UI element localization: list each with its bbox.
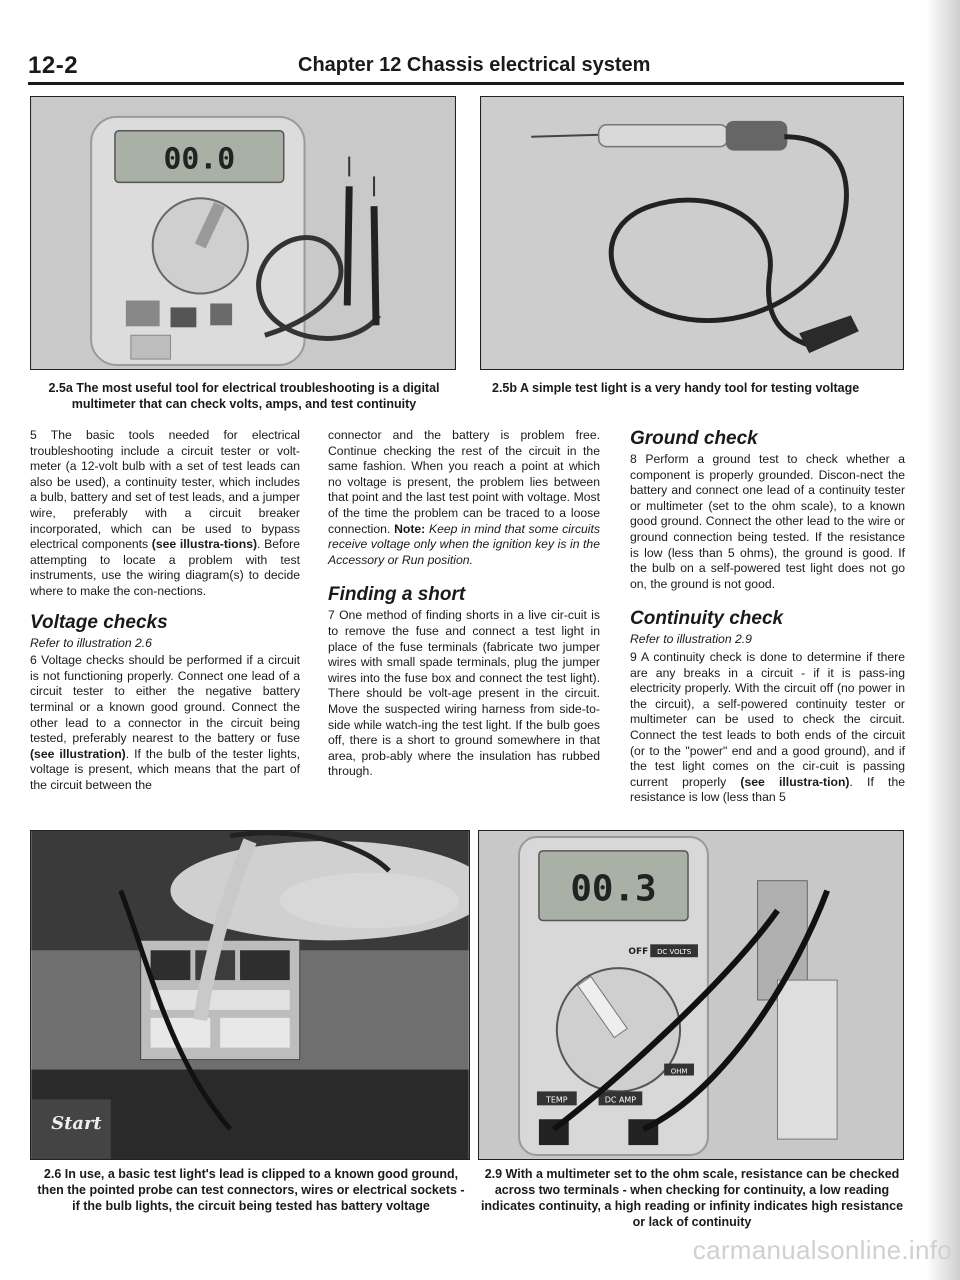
- page-number: 12-2: [28, 52, 79, 79]
- multimeter-ohm-display-reading: 00.3: [570, 868, 657, 910]
- paragraph-8: 8 Perform a ground test to check whether a component is properly grounded. Discon-nect the battery and connect one lead of a continuity tester or multimeter (set to the ohm scale), to a known good ground. Connect the other lead to the wire or ground connection being tested. If the resistance is low (less than 5 ohms), the ground is good. If the bulb on a self-powered test light does not go on, the ground is not good.: [630, 452, 905, 591]
- heading-ground-check: Ground check: [630, 428, 758, 449]
- watermark-text: carmanualsonline.info: [692, 1235, 952, 1265]
- multimeter-display-reading: 00.0: [163, 141, 236, 177]
- figure-2-5a-photo: [30, 96, 456, 370]
- figure-2-9-caption: 2.9 With a multimeter set to the ohm scale, resistance can be checked across two terminals - when checking for continuity, a low reading indicates continuity, a high reading or infinity indicates high resistance or lack of continuity: [480, 1167, 904, 1229]
- test-light-illustration: [481, 97, 903, 369]
- paragraph-7: 7 One method of finding shorts in a live cir-cuit is to remove the fuse and connect a test light in place of the fuse terminals (fabricate two jumper wires with small spade terminals, plug the jumper wires into the fuse box and connect the test light). There should be volt-age present in the circuit. Move the suspected wiring harness from side-to-side while watch-ing the test light. If the bulb goes off, there is a short to ground somewhere in that area, prob-ably where the insulation has rubbed through.: [328, 608, 600, 779]
- voltage-reference: Refer to illustration 2.6: [30, 635, 152, 650]
- multimeter-illustration: [31, 97, 455, 369]
- dial-temp-label: TEMP: [546, 1095, 568, 1105]
- page-edge-shadow: [926, 0, 960, 1280]
- figure-2-5b-photo: [480, 96, 904, 370]
- figure-2-5a-caption: 2.5a The most useful tool for electrical troubleshooting is a digital multimeter that can check volts, amps, and test continuity: [48, 381, 440, 411]
- figure-2-5b-caption: 2.5b A simple test light is a very handy tool for testing voltage: [492, 381, 860, 395]
- chapter-title: Chapter 12 Chassis electrical system: [298, 54, 651, 76]
- heading-continuity-check: Continuity check: [630, 608, 784, 630]
- paragraph-9: 9 A continuity check is done to determine if there are any breaks in a circuit - if it is pass-ing electricity properly. With the circuit off (no power in the circuit), a self-powered continuity tester or multimeter can be used to check the circuit. Connect the test leads to both ends of the circuit (or to the "power" end and a good ground), and if the test light comes on the cir-cuit is passing current properly (see illustra-tion). If the resistance is low (less than 5: [630, 649, 905, 805]
- dial-ohm-label: OHM: [670, 1067, 688, 1076]
- engine-bay-illustration: [31, 831, 469, 1159]
- heading-finding-a-short: Finding a short: [328, 584, 466, 606]
- figure-2-6-photo: [30, 830, 470, 1160]
- text-column-2: [328, 428, 600, 780]
- text-column-3: [630, 428, 905, 806]
- dial-dc-amp-label: DC AMP: [604, 1095, 637, 1105]
- dial-dc-volts-label: DC VOLTS: [657, 948, 692, 957]
- paragraph-5: 5 The basic tools needed for electrical troubleshooting include a circuit tester or volt-meter (a 12-volt bulb with a set of test leads can also be used), a continuity tester, which includes a bulb, battery and set of test leads, and a jumper wire, preferably with a circuit breaker incorporated, which can be used to bypass electrical components (see illustra-tions). Before attempting to locate a problem with test instruments, use the wiring diagram(s) to decide where to make the con-nections.: [30, 428, 300, 598]
- paragraph-6-continued: connector and the battery is problem free. Continue checking the rest of the circuit in the same fashion. When you reach a point at which no voltage is present, the problem lies between that point and the last test point with voltage. Most of the time the problem can be traced to a loose connection. Note: Keep in mind that some circuits receive voltage only when the ignition key is in the Accessory or Run position.: [328, 428, 600, 567]
- figure-2-9-photo: [478, 830, 904, 1160]
- header-rule: [28, 82, 904, 85]
- dial-off-label: OFF: [628, 947, 649, 958]
- figure-2-6-caption: 2.6 In use, a basic test light's lead is clipped to a known good ground, then the pointed probe can test connectors, wires or electrical sockets - if the bulb lights, the circuit being tested has battery voltage: [37, 1167, 465, 1213]
- text-column-1: [30, 428, 300, 793]
- battery-label: Start: [51, 1113, 102, 1135]
- continuity-reference: Refer to illustration 2.9: [630, 632, 752, 647]
- heading-voltage-checks: Voltage checks: [30, 611, 168, 633]
- paragraph-6: 6 Voltage checks should be performed if a circuit is not functioning properly. Connect one lead of a circuit tester to either the negative battery terminal or a known good ground. Connect the other lead to a connector in the circuit being tested, preferably nearest to the battery or fuse (see illustration). If the bulb of the tester lights, voltage is present, which means that the part of the circuit between the: [30, 653, 300, 792]
- multimeter-ohm-illustration: [479, 831, 903, 1159]
